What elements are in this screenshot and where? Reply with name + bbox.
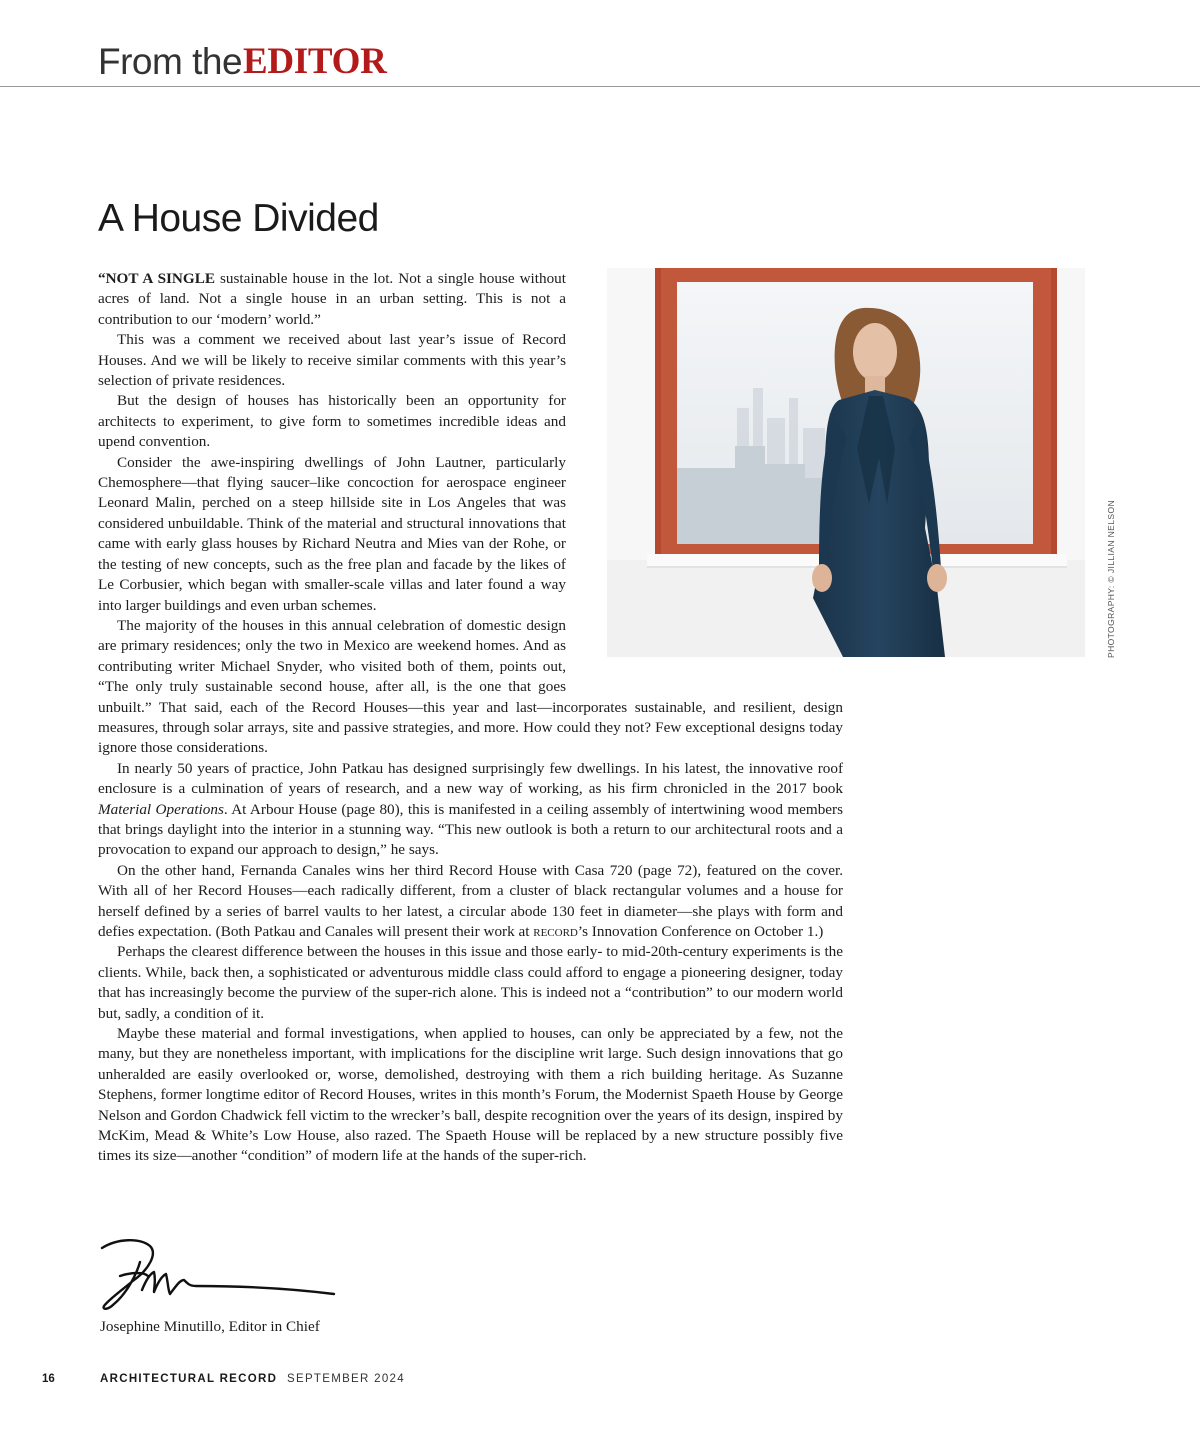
photo-credit: PHOTOGRAPHY: © JILLIAN NELSON [1106,500,1116,658]
article-paragraph: Perhaps the clearest difference between the houses in this issue and those early- to mid-20th-century experiments is the clients. While, back then, a sophisticated or adventurous middle class could afford to engage a pioneering designer, today that has increasingly become the purview of the super-rich alone. This is indeed not a “contribution” to our modern world but, sadly, a condition of it. [98,943,843,1022]
section-title: EDITOR [243,41,387,82]
magazine-name-smallcaps: record [533,923,578,940]
article-paragraph: This was a comment we received about last year’s issue of Record Houses. And we will be likely to receive similar comments with this year’s selection of private residences. [98,331,566,390]
book-title: Material Operations [98,800,224,818]
handwritten-signature [96,1236,341,1316]
article-paragraph: On the other hand, Fernanda Canales wins her third Record House with Casa 720 (page 72), featured on the cover. With all of her Record Houses—each radically different, from a cluster of black rectangular volumes and a house for herself defined by a series of barrel vaults to her latest, a circular abode 130 feet in diameter—she plays with form and defies expectation. (Both Patkau and Canales will present their work at record’s Innovation Conference on October 1.) [98,861,843,940]
article-paragraph: Consider the awe-inspiring dwellings of John Lautner, particularly Chemosphere—that flying saucer–like concoction for aerospace engineer Leonard Malin, perched on a steep hillside site in Los Angeles that was considered unbuildable. Think of the material and structural innovations that came with early glass houses by Richard Neutra and Mies van der Rohe, or the testing of new concepts, such as the free plan and facade by the likes of Le Corbusier, which began with smaller-scale villas and later found a way into larger buildings and even urban schemes. [98,453,566,614]
article-body [98,269,843,1167]
article-paragraph: Maybe these material and formal investigations, when applied to houses, can only be appreciated by a few, not the many, but they are nonetheless important, with implications for the discipline writ large. Such design innovations that go unheralded are easily overlooked or, worse, demolished, destroying with them a rich building heritage. As Suzanne Stephens, former longtime editor of Record Houses, writes in this month’s Forum, the Modernist Spaeth House by George Nelson and Gordon Chadwick fell victim to the wrecker’s ball, despite recognition over the years of its design, inspired by McKim, Mead & White’s Low House, also razed. The Spaeth House will be replaced by a new structure possibly five times its size—another “condition” of modern life at the hands of the super-rich. [98,1025,843,1165]
lead-in: “NOT A SINGLE [98,270,215,287]
page-number: 16 [42,1373,55,1385]
page-header [0,0,1200,87]
article-paragraph: In nearly 50 years of practice, John Patkau has designed surprisingly few dwellings. In his latest, the innovative roof enclosure is a culmination of years of research, and a new way of working, as his firm chronicled in the 2017 book Material Operations. At Arbour House (page 80), this is manifested in a ceiling assembly of intertwining wood members that brings daylight into the interior in a stunning way. “This new outlook is both a return to our architectural roots and a provocation to expand our approach to design,” he says. [98,759,843,859]
article-headline: A House Divided [98,197,379,240]
issue-date: SEPTEMBER 2024 [287,1373,405,1385]
signature-name: Josephine Minutillo, Editor in Chief [100,1318,320,1335]
article-paragraph: The majority of the houses in this annual celebration of domestic design are primary residences; only the two in Mexico are weekend homes. And as contributing writer Michael Snyder, who visited both of them, points out, “The only truly sustainable second house, after all, is the one that goes unbuilt.” That said, each of the Record Houses—this year and last—incorporates sustainable, and resilient, design measures, through solar arrays, site and passive strategies, and more. How could they not? Few exceptional designs today ignore those considerations. [98,616,843,757]
section-kicker: From the [98,41,243,82]
lead-paragraph-text: sustainable house in the lot. Not a single house without acres of land. Not a single house in an urban setting. This is not a contribution to our ‘modern’ world.” [98,270,566,328]
publication-name: ARCHITECTURAL RECORD [100,1373,278,1385]
article-paragraph: But the design of houses has historically been an opportunity for architects to experiment, to give form to sometimes incredible ideas and upend convention. [98,392,566,451]
photo-text-wrap-spacer [566,269,843,686]
